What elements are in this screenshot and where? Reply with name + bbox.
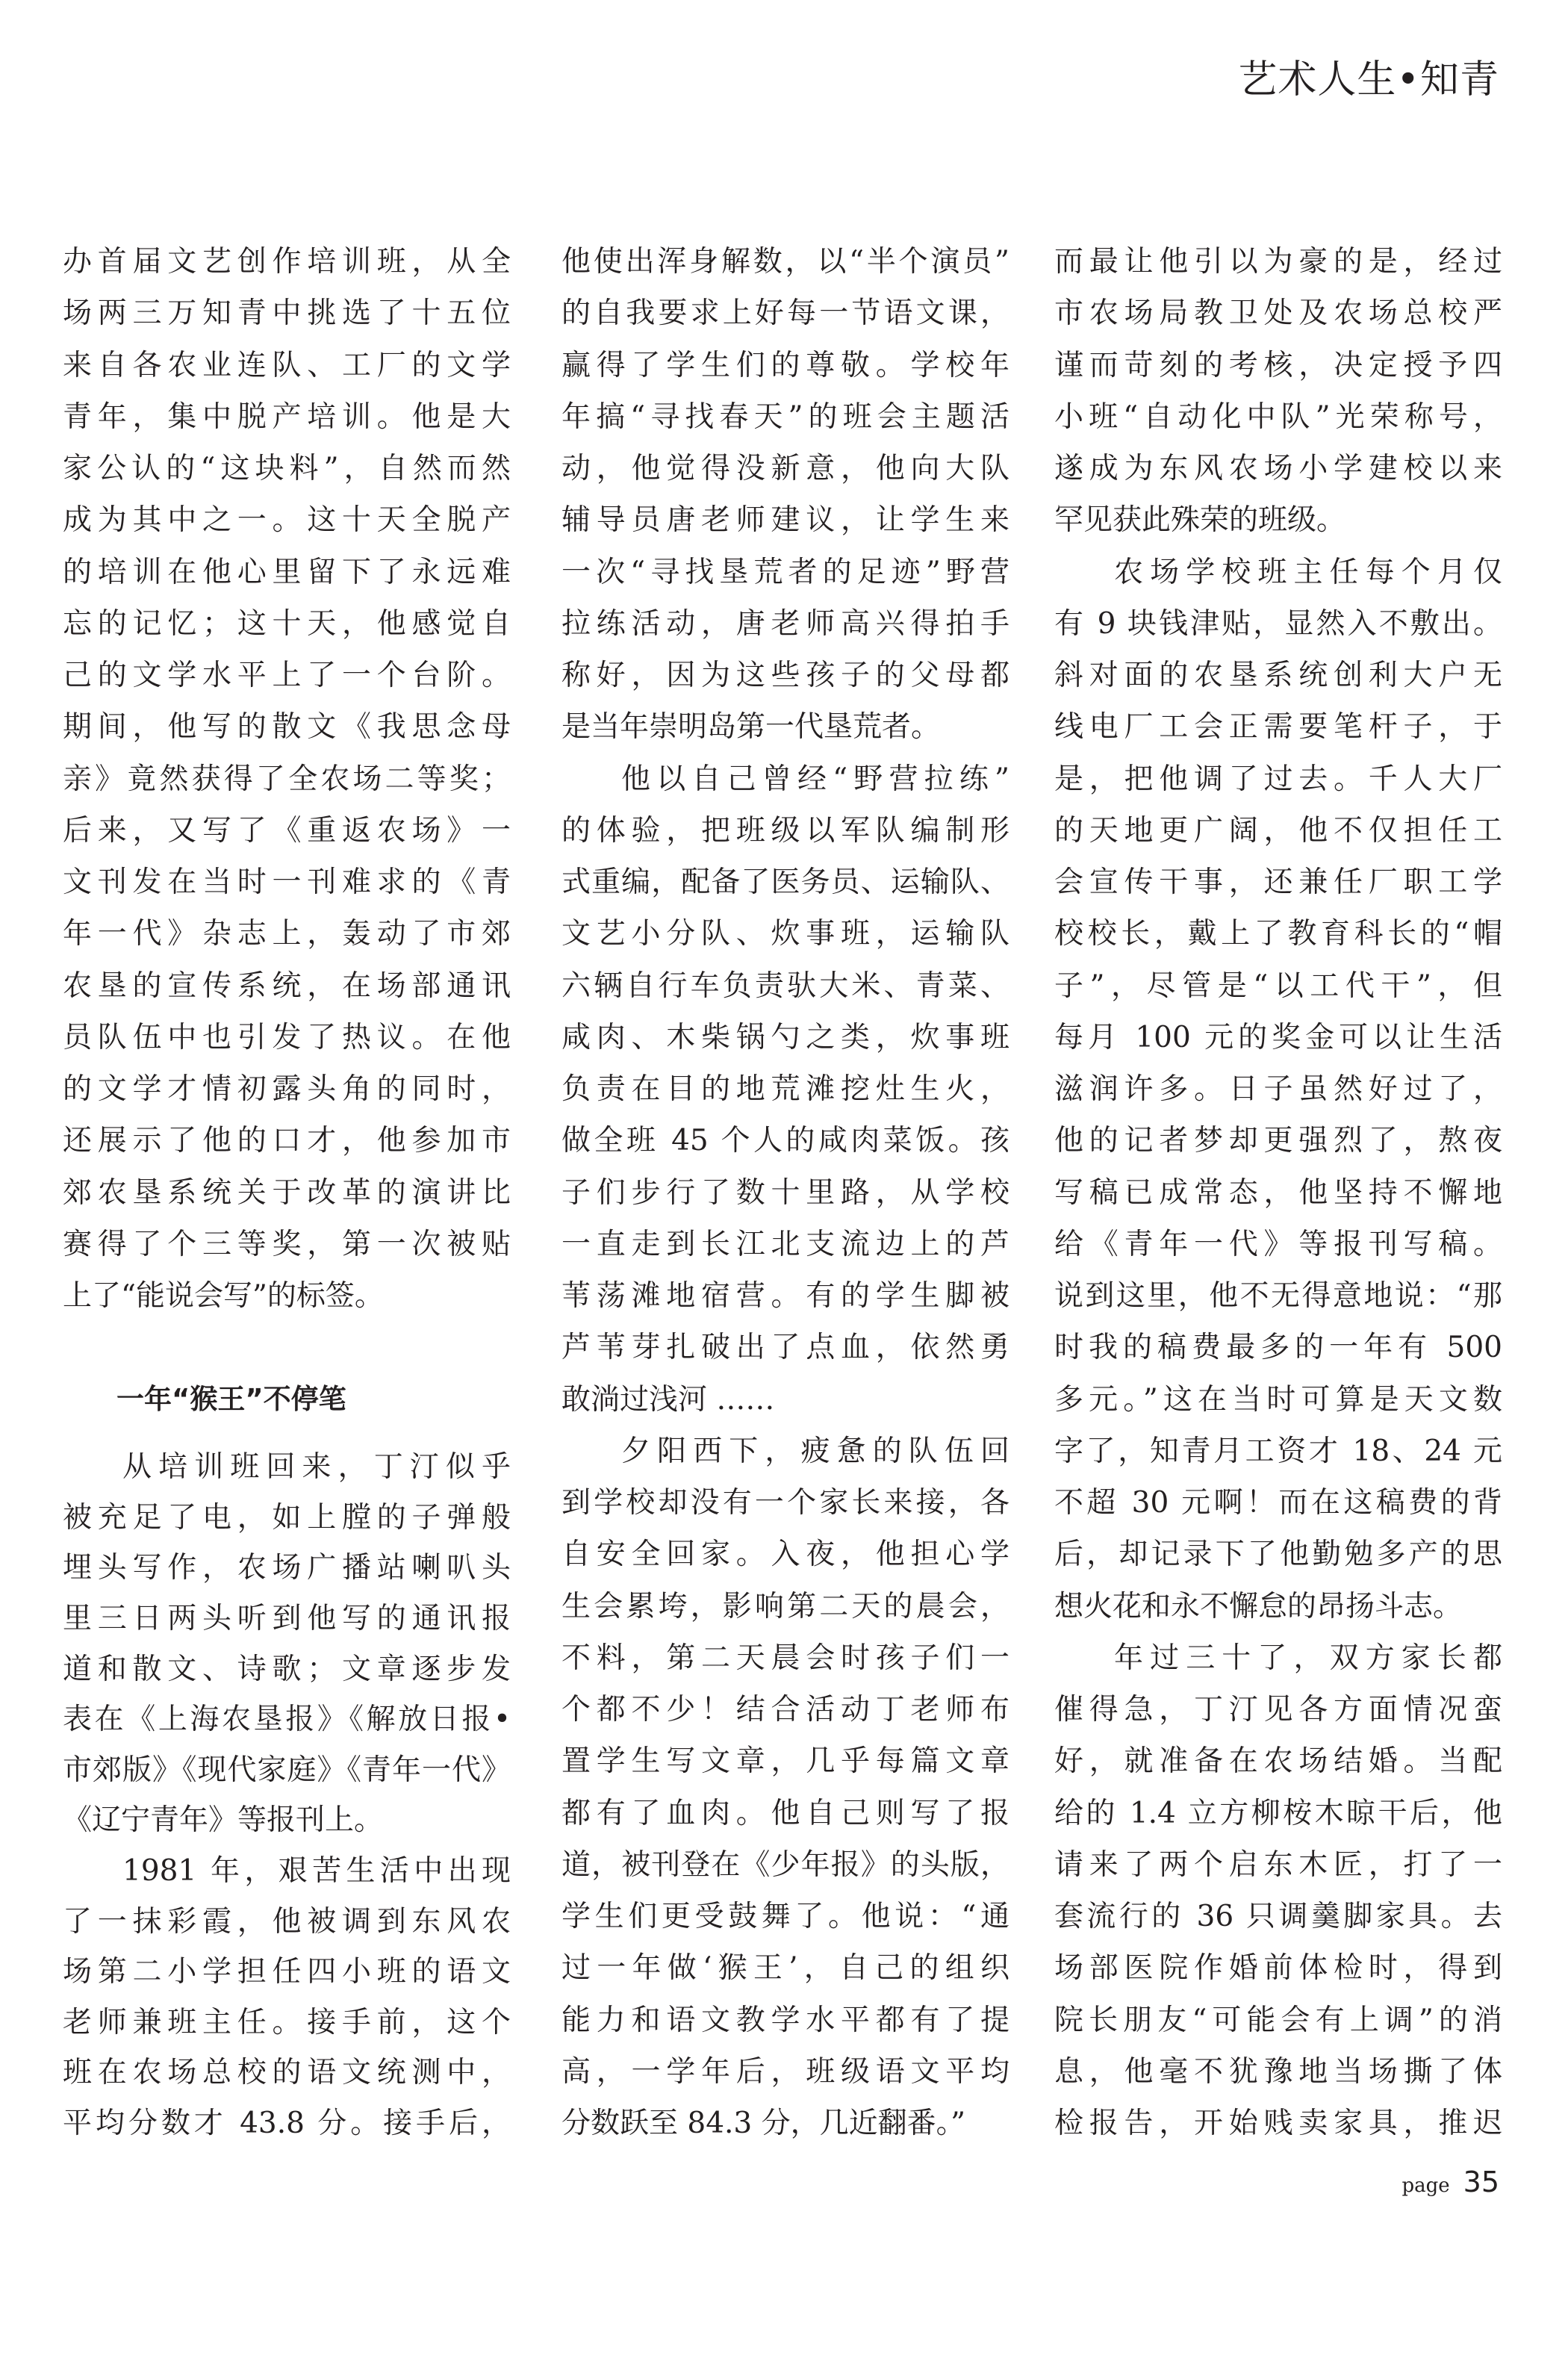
page-label: page bbox=[1401, 2175, 1450, 2197]
text-line: 分数跃至 84.3 分，几近翻番。” bbox=[561, 2107, 966, 2140]
text-line: 遂成为东风农场小学建校以来 bbox=[1054, 452, 1502, 485]
text-line: 的自我要求上好每一节语文课， bbox=[561, 296, 1009, 331]
text-line: 会宣传干事，还兼任厂职工学 bbox=[1054, 865, 1502, 899]
text-line: 后，却记录下了他勤勉多产的思 bbox=[1054, 1538, 1502, 1572]
page-folio bbox=[1401, 2166, 1499, 2198]
text-line: 写稿已成常态，他坚持不懈地 bbox=[1054, 1175, 1502, 1210]
text-line: 每月 100 元的奖金可以让生活 bbox=[1054, 1020, 1502, 1054]
text-line: 文艺小分队、炊事班，运输队 bbox=[561, 917, 1009, 951]
text-line: 道，被刊登在《少年报》的头版， bbox=[561, 1847, 1009, 1882]
text-line: 罕见获此殊荣的班级。 bbox=[1054, 503, 1346, 538]
text-line: 小班“自动化中队”光荣称号， bbox=[1054, 400, 1502, 434]
text-line: 上了“能说会写”的标签。 bbox=[63, 1279, 384, 1313]
text-line: 而最让他引以为豪的是，经过 bbox=[1054, 245, 1502, 279]
text-line: 成为其中之一。这十天全脱产 bbox=[63, 503, 511, 538]
text-line: 高，一学年后，班级语文平均 bbox=[561, 2054, 1009, 2089]
text-line: 场两三万知青中挑选了十五位 bbox=[63, 296, 511, 331]
text-line: 负责在目的地荒滩挖灶生火， bbox=[561, 1072, 1009, 1106]
text-line: 是当年崇明岛第一代垦荒者。 bbox=[561, 710, 941, 745]
text-line: 后来，又写了《重返农场》一 bbox=[63, 813, 511, 848]
text-line: 不超 30 元啊！而在这稿费的背 bbox=[1054, 1486, 1502, 1520]
text-line: 年一代》杂志上，轰动了市郊 bbox=[63, 917, 511, 951]
text-line: 给的 1.4 立方柳桉木晾干后，他 bbox=[1054, 1796, 1502, 1830]
text-line: 辅导员唐老师建议，让学生来 bbox=[561, 503, 1009, 538]
text-line: 芦苇芽扎破出了点血，依然勇 bbox=[561, 1331, 1009, 1365]
text-line: 催得急，丁汀见各方面情况蛮 bbox=[1054, 1693, 1502, 1726]
text-line: 忘的记忆；这十天，他感觉自 bbox=[63, 606, 511, 641]
text-line: 有 9 块钱津贴，显然入不敷出。 bbox=[1054, 606, 1502, 641]
text-line: 想火花和永不懈怠的昂扬斗志。 bbox=[1054, 1589, 1463, 1623]
text-line: 市农场局教卫处及农场总校严 bbox=[1054, 296, 1502, 331]
text-line: 己的文学水平上了一个台阶。 bbox=[63, 659, 511, 692]
text-line: 到学校却没有一个家长来接，各 bbox=[561, 1486, 1009, 1520]
text-line: 的培训在他心里留下了永远难 bbox=[63, 555, 511, 589]
text-line: 《辽宁青年》等报刊上。 bbox=[63, 1803, 384, 1838]
text-line: 式重编，配备了医务员、运输队、 bbox=[561, 865, 1009, 899]
text-line: 一直走到长江北支流边上的芦 bbox=[561, 1227, 1009, 1261]
text-line: 场部医院作婚前体检时，得到 bbox=[1054, 1951, 1502, 1986]
text-line: 办首届文艺创作培训班，从全 bbox=[63, 245, 511, 279]
text-line: 老师兼班主任。接手前，这个 bbox=[63, 2005, 511, 2039]
text-line: 了一抹彩霞，他被调到东风农 bbox=[63, 1904, 511, 1939]
paragraph-first-line: 夕阳西下，疲惫的队伍回 bbox=[621, 1434, 1009, 1468]
text-line: 斜对面的农垦系统创利大户无 bbox=[1054, 659, 1502, 692]
section-heading: 一年“猴王”不停笔 bbox=[116, 1383, 346, 1415]
text-line: 置学生写文章，几乎每篇文章 bbox=[561, 1744, 1009, 1779]
text-line: 市郊版》《现代家庭》《青年一代》 bbox=[63, 1753, 511, 1787]
text-line: 赢得了学生们的尊敬。学校年 bbox=[561, 348, 1009, 382]
text-line: 农垦的宣传系统，在场部通讯 bbox=[63, 969, 511, 1003]
text-line: 班在农场总校的语文统测中， bbox=[63, 2056, 511, 2090]
text-line: 给《青年一代》等报刊写稿。 bbox=[1054, 1227, 1502, 1261]
text-line: 个都不少！结合活动丁老师布 bbox=[561, 1693, 1009, 1726]
text-line: 是，把他调了过去。千人大厂 bbox=[1054, 762, 1502, 796]
text-line: 埋头写作，农场广播站喇叭头 bbox=[63, 1551, 511, 1585]
text-line: 能力和语文教学水平都有了提 bbox=[561, 2003, 1009, 2037]
text-line: 都有了血肉。他自己则写了报 bbox=[561, 1796, 1009, 1830]
text-line: 子们步行了数十里路，从学校 bbox=[561, 1175, 1009, 1210]
text-line: 文刊发在当时一刊难求的《青 bbox=[63, 865, 511, 899]
text-line: 子”，尽管是“以工代干”，但 bbox=[1054, 969, 1502, 1003]
text-line: 家公认的“这块料”，自然而然 bbox=[63, 452, 511, 485]
text-line: 苇荡滩地宿营。有的学生脚被 bbox=[561, 1279, 1009, 1313]
text-line: 生会累垮，影响第二天的晨会， bbox=[561, 1589, 1009, 1623]
text-line: 平均分数才 43.8 分。接手后， bbox=[63, 2107, 511, 2140]
text-line: 不料，第二天晨会时孩子们一 bbox=[561, 1641, 1009, 1675]
text-line: 被充足了电，如上膛的子弹般 bbox=[63, 1500, 511, 1535]
text-line: 院长朋友“可能会有上调”的消 bbox=[1054, 2003, 1502, 2037]
text-line: 里三日两头听到他写的通讯报 bbox=[63, 1602, 511, 1635]
text-line: 谨而苛刻的考核，决定授予四 bbox=[1054, 348, 1502, 382]
text-line: 息，他毫不犹豫地当场撕了体 bbox=[1054, 2054, 1502, 2089]
text-line: 检报告，开始贱卖家具，推迟 bbox=[1054, 2107, 1502, 2140]
text-line: 好，就准备在农场结婚。当配 bbox=[1054, 1744, 1502, 1779]
text-line: 线电厂工会正需要笔杆子，于 bbox=[1054, 710, 1502, 745]
text-line: 还展示了他的口才，他参加市 bbox=[63, 1124, 511, 1158]
text-line: 的体验，把班级以军队编制形 bbox=[561, 813, 1009, 848]
text-line: 字了，知青月工资才 18、24 元 bbox=[1054, 1434, 1502, 1468]
paragraph-first-line: 年过三十了，双方家长都 bbox=[1114, 1641, 1502, 1675]
text-line: 过一年做‘猴王’，自己的组织 bbox=[561, 1951, 1009, 1986]
text-line: 称好，因为这些孩子的父母都 bbox=[561, 659, 1009, 692]
paragraph-first-line: 1981 年，艰苦生活中出现 bbox=[122, 1854, 511, 1888]
text-line: 校校长，戴上了教育科长的“帽 bbox=[1054, 917, 1502, 951]
text-line: 学生们更受鼓舞了。他说：“通 bbox=[561, 1900, 1009, 1933]
text-line: 一次“寻找垦荒者的足迹”野营 bbox=[561, 555, 1009, 589]
text-line: 青年，集中脱产培训。他是大 bbox=[63, 400, 511, 434]
text-line: 员队伍中也引发了热议。在他 bbox=[63, 1020, 511, 1054]
text-line: 套流行的 36 只调羹脚家具。去 bbox=[1054, 1900, 1502, 1933]
text-line: 六辆自行车负责驮大米、青菜、 bbox=[561, 969, 1009, 1003]
text-line: 表在《上海农垦报》《解放日报• bbox=[63, 1703, 511, 1737]
text-line: 自安全回家。入夜，他担心学 bbox=[561, 1538, 1009, 1572]
page-number: 35 bbox=[1463, 2166, 1499, 2198]
paragraph-first-line: 他以自己曾经“野营拉练” bbox=[621, 762, 1009, 796]
paragraph-first-line: 从培训班回来，丁汀似乎 bbox=[122, 1450, 511, 1485]
text-line: 赛得了个三等奖，第一次被贴 bbox=[63, 1227, 511, 1261]
text-line: 年搞“寻找春天”的班会主题活 bbox=[561, 400, 1009, 434]
text-line: 期间，他写的散文《我思念母 bbox=[63, 710, 511, 745]
text-line: 滋润许多。日子虽然好过了， bbox=[1054, 1072, 1502, 1106]
text-line: 亲》竟然获得了全农场二等奖； bbox=[63, 762, 511, 796]
text-line: 说到这里，他不无得意地说：“那 bbox=[1054, 1279, 1502, 1313]
text-line: 场第二小学担任四小班的语文 bbox=[63, 1955, 511, 1989]
text-line: 动，他觉得没新意，他向大队 bbox=[561, 452, 1009, 485]
text-line: 道和散文、诗歌；文章逐步发 bbox=[63, 1652, 511, 1686]
text-line: 敢淌过浅河 …… bbox=[561, 1382, 775, 1417]
text-line: 他使出浑身解数，以“半个演员” bbox=[561, 245, 1009, 279]
text-line: 多元。”这在当时可算是天文数 bbox=[1054, 1382, 1502, 1417]
text-line: 咸肉、木柴锅勺之类，炊事班 bbox=[561, 1020, 1009, 1054]
paragraph-first-line: 农场学校班主任每个月仅 bbox=[1114, 555, 1502, 589]
text-line: 的文学才情初露头角的同时， bbox=[63, 1072, 511, 1106]
text-line: 来自各农业连队、工厂的文学 bbox=[63, 348, 511, 382]
text-line: 请来了两个启东木匠，打了一 bbox=[1054, 1847, 1502, 1882]
text-line: 时我的稿费最多的一年有 500 bbox=[1054, 1331, 1502, 1365]
text-line: 他的记者梦却更强烈了，熬夜 bbox=[1054, 1124, 1502, 1158]
running-head-section-title: 艺术人生•知青 bbox=[1238, 57, 1499, 102]
text-line: 做全班 45 个人的咸肉菜饭。孩 bbox=[561, 1124, 1009, 1158]
text-line: 郊农垦系统关于改革的演讲比 bbox=[63, 1175, 511, 1210]
text-line: 拉练活动，唐老师高兴得拍手 bbox=[561, 606, 1009, 641]
text-line: 的天地更广阔，他不仅担任工 bbox=[1054, 813, 1502, 848]
